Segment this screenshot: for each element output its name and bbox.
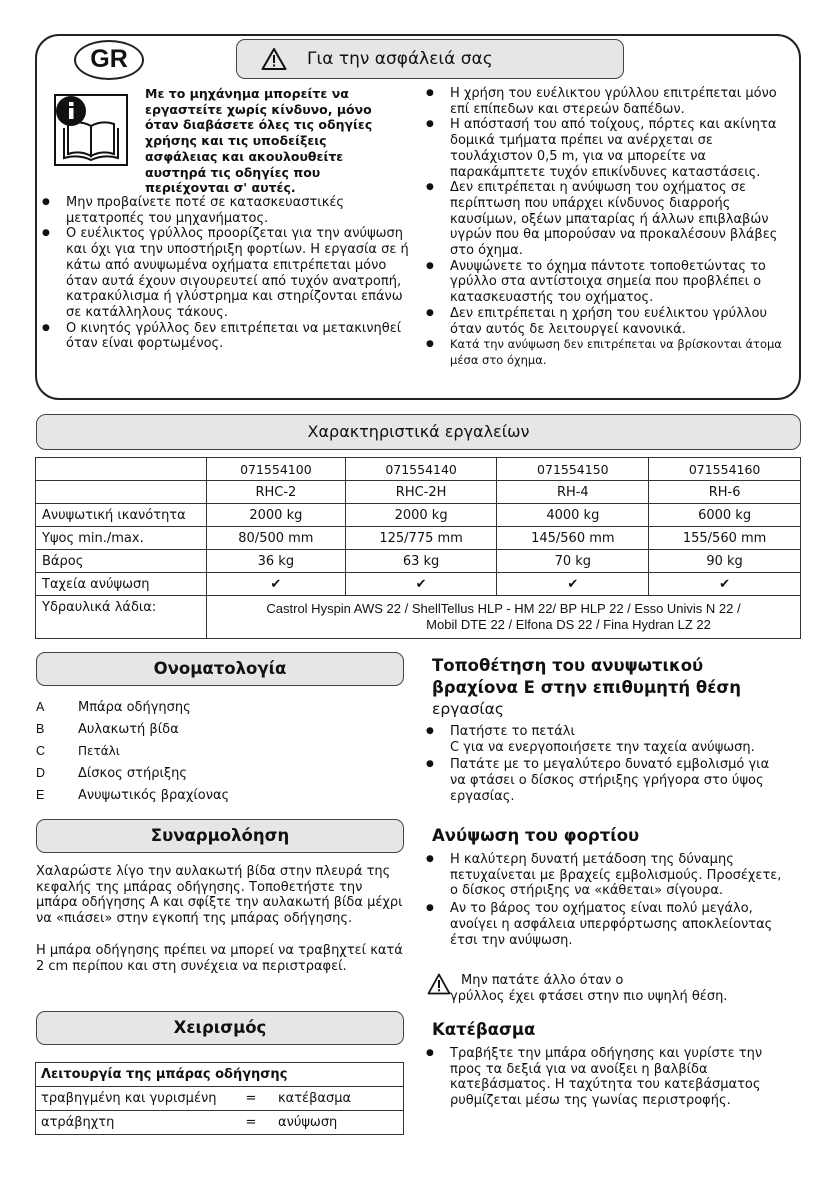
- language-badge: GR: [74, 40, 144, 80]
- operation-table-header: Λειτουργία της μπάρας οδήγησης: [36, 1063, 404, 1087]
- cell: 125/775 mm: [345, 527, 497, 550]
- specs-title: Χαρακτηριστικά εργαλείων: [36, 414, 801, 450]
- list-item: C Πετάλι: [36, 744, 120, 758]
- check-icon: ✔: [649, 573, 801, 596]
- table-row: [36, 596, 801, 639]
- lifting-title: Ανύψωση του φορτίου: [432, 826, 640, 845]
- table-row: [36, 458, 801, 481]
- list-item: ● Δεν επιτρέπεται η ανύψωση του οχήματος σε περίπτωση που υπάρχει κίνδυνος διαρροής καυσίμων, οξέων μπαταρίας ή άλλων επιβλαβών υγρών που θα μπορούσαν να προκαλέσουν βλάβες στο όχημα.: [424, 180, 784, 259]
- table-row: [36, 504, 801, 527]
- read-manual-icon: [54, 94, 128, 166]
- list-item: ● Αν το βάρος του οχήματος είναι πολύ μεγάλο, ανοίγει η ασφάλεια υπερφόρτωσης αποκλείοντας έτσι την ανύψωση.: [424, 901, 789, 948]
- list-item: ● Δεν επιτρέπεται η χρήση του ευέλικτου γρύλλου όταν αυτός δε λειτουργεί κανονικά.: [424, 306, 784, 337]
- model-code: 071554150: [497, 458, 649, 481]
- safety-title-bar: [236, 39, 624, 79]
- warning-icon: [261, 47, 287, 71]
- safety-left-list: [40, 195, 410, 352]
- row-label: Ανυψωτική ικανότητα: [36, 504, 207, 527]
- position-list: [424, 724, 789, 807]
- cell: 80/500 mm: [207, 527, 346, 550]
- table-row: [36, 1111, 404, 1135]
- table-row: [36, 550, 801, 573]
- cell: ατράβηχτη: [36, 1111, 237, 1135]
- assembly-title: Συναρμολόηση: [36, 819, 404, 853]
- cell: τραβηγμένη και γυρισμένη: [36, 1087, 237, 1111]
- cell: 4000 kg: [497, 504, 649, 527]
- row-label: Υψος min./max.: [36, 527, 207, 550]
- cell: 36 kg: [207, 550, 346, 573]
- lowering-title: Κατέβασμα: [432, 1020, 536, 1039]
- cell: 155/560 mm: [649, 527, 801, 550]
- assembly-p1: Χαλαρώστε λίγο την αυλακωτή βίδα στην πλευρά της κεφαλής της μπάρας οδήγησης. Τοποθετήστε την μπάρα οδήγησης A και σφίξτε την αυλακωτή βίδα μέχρι να «πιάσει» στην εγκοπή της μπάρας οδήγησης.: [36, 864, 403, 927]
- specs-table: [35, 457, 801, 639]
- position-subtitle: εργασίας: [432, 700, 504, 718]
- list-item: ● Πατάτε με το μεγαλύτερο δυνατό εμβολισμό για να φτάσει ο δίσκος στήριξης γρήγορα στο ύψος εργασίας.: [424, 757, 789, 804]
- nomenclature-title: Ονοματολογία: [36, 652, 404, 686]
- nomenclature-list: [36, 696, 404, 806]
- row-label: Υδραυλικά λάδια:: [36, 596, 207, 639]
- table-row: [36, 527, 801, 550]
- list-item: A Μπάρα οδήγησης: [36, 699, 191, 715]
- list-item: ● Η καλύτερη δυνατή μετάδοση της δύναμης πετυχαίνεται με βραχείς εμβολισμούς. Προσέχετε, ο δίσκος στήριξης να «κάθεται» σίγουρα.: [424, 852, 789, 899]
- operation-table: [35, 1062, 404, 1135]
- lowering-list: [424, 1046, 789, 1111]
- safety-right-list: [424, 86, 784, 369]
- list-item: B Αυλακωτή βίδα: [36, 721, 179, 737]
- position-title-1: Τοποθέτηση του ανυψωτικού: [432, 656, 704, 675]
- model-code: 071554100: [207, 458, 346, 481]
- list-item: ● Κατά την ανύψωση δεν επιτρέπεται να βρίσκονται άτομα μέσα στο όχημα.: [424, 337, 784, 368]
- list-item: ● Μην προβαίνετε ποτέ σε κατασκευαστικές μετατροπές του μηχανήματος.: [40, 195, 410, 226]
- model-code: 071554140: [345, 458, 497, 481]
- list-item: ● Η απόστασή του από τοίχους, πόρτες και ακίνητα δομικά τμήματα πρέπει να ανέρχεται σε τουλάχιστον 0,5 m, για να μπορείτε να παρακάμπτετε τυχόν επικίνδυνες καταστάσεις.: [424, 117, 784, 180]
- lifting-warning-line2: γρύλλος έχει φτάσει στην πιο υψηλή θέση.: [450, 989, 728, 1004]
- list-item: ● Η χρήση του ευέλικτου γρύλλου επιτρέπεται μόνο επί επίπεδων και στερεών δαπέδων.: [424, 86, 784, 117]
- table-row: [36, 1087, 404, 1111]
- cell: =: [236, 1087, 266, 1111]
- cell: κατέβασμα: [266, 1087, 404, 1111]
- list-item: ● Τραβήξτε την μπάρα οδήγησης και γυρίστε την προς τα δεξιά για να ανοίξει η βαλβίδα κατεβάσματος. Η ταχύτητα του κατεβάσματος ρυθμίζεται μέσω της γωνίας περιστροφής.: [424, 1046, 789, 1109]
- list-item: ● Ανυψώνετε το όχημα πάντοτε τοποθετώντας το γρύλλο στα αντίστοιχα σημεία που προβλέπει ο κατασκευαστής του οχήματος.: [424, 259, 784, 306]
- lifting-list: [424, 852, 789, 950]
- oil-line: Mobil DTE 22 / Elfona DS 22 / Fina Hydran LZ 22: [426, 617, 711, 632]
- list-item: ● Ο ευέλικτος γρύλλος προορίζεται για την ανύψωση και όχι για την υποστήριξη φορτίων. Η εργασία σε ή κάτω από ανυψωμένα οχήματα επιτρέπεται μόνο όταν αυτά έχουν σιγουρευτεί από τυχόν ανατροπή, κατρακύλισμα ή γλύστρημα και στηρίζονται επάνω σε κατάλληλους τάκους.: [40, 226, 410, 320]
- cell: 63 kg: [345, 550, 497, 573]
- model-name: RH-6: [649, 481, 801, 504]
- cell: 70 kg: [497, 550, 649, 573]
- list-item: ● Ο κινητός γρύλλος δεν επιτρέπεται να μετακινηθεί όταν είναι φορτωμένος.: [40, 321, 410, 352]
- list-item: D Δίσκος στήριξης: [36, 765, 187, 781]
- row-label: Βάρος: [36, 550, 207, 573]
- table-row: [36, 481, 801, 504]
- cell: =: [236, 1111, 266, 1135]
- cell: 90 kg: [649, 550, 801, 573]
- model-code: 071554160: [649, 458, 801, 481]
- check-icon: ✔: [497, 573, 649, 596]
- safety-title: Για την ασφάλειά σας: [307, 49, 493, 69]
- table-row: [36, 573, 801, 596]
- model-name: RH-4: [497, 481, 649, 504]
- cell: 2000 kg: [345, 504, 497, 527]
- oil-line: Castrol Hyspin AWS 22 / ShellTellus HLP - HM 22/ BP HLP 22 / Esso Univis N 22 /: [266, 601, 741, 616]
- position-title-2: βραχίονα E στην επιθυμητή θέση: [432, 678, 741, 697]
- list-item: E Ανυψωτικός βραχίονας: [36, 787, 230, 803]
- warning-icon: [427, 973, 451, 995]
- cell: 145/560 mm: [497, 527, 649, 550]
- oil-list: [207, 596, 801, 639]
- assembly-p2: Η μπάρα οδήγησης πρέπει να μπορεί να τραβηχτεί κατά 2 cm περίπου και στη συνέχεια να περιστραφεί.: [36, 943, 403, 974]
- check-icon: ✔: [207, 573, 346, 596]
- model-name: RHC-2: [207, 481, 346, 504]
- lifting-warning-line1: Μην πατάτε άλλο όταν ο: [461, 973, 624, 988]
- cell: ανύψωση: [266, 1111, 404, 1135]
- model-name: RHC-2H: [345, 481, 497, 504]
- operation-title: Χειρισμός: [36, 1011, 404, 1045]
- table-row: [36, 1063, 404, 1087]
- row-label: Ταχεία ανύψωση: [36, 573, 207, 596]
- cell: 6000 kg: [649, 504, 801, 527]
- list-item: ● Πατήστε το πετάλι C για να ενεργοποιήσετε την ταχεία ανύψωση.: [424, 724, 789, 755]
- safety-intro: Με το μηχάνημα μπορείτε να εργαστείτε χωρίς κίνδυνο, μόνο όταν διαβάσετε όλες τις οδηγίες χρήσης και τις υποδείξεις ασφάλειας και ακουλουθείτε αυστηρά τις οδηγίες που περιέχονται σ' αυτές.: [145, 86, 373, 196]
- cell: 2000 kg: [207, 504, 346, 527]
- check-icon: ✔: [345, 573, 497, 596]
